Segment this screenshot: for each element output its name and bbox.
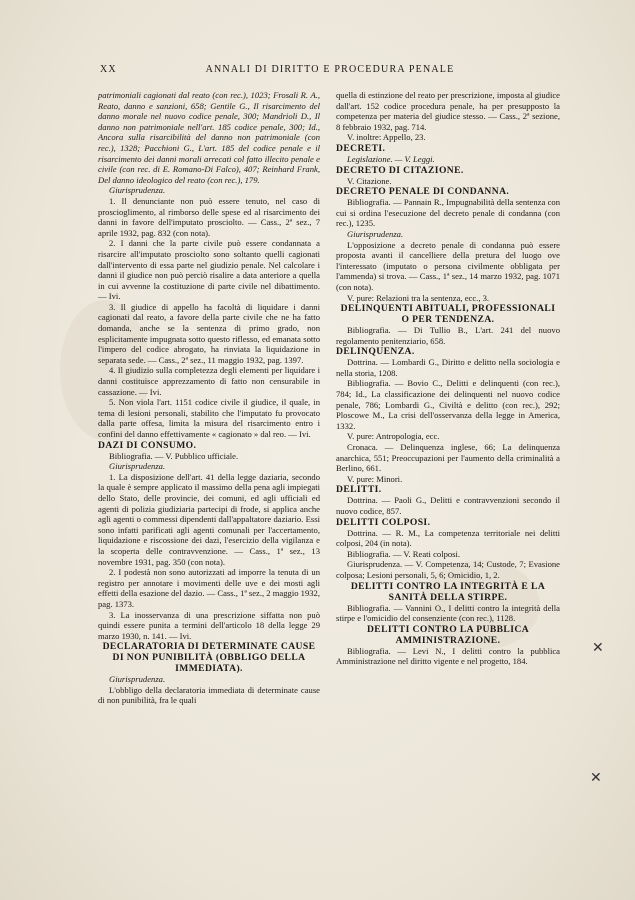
bibliography-entry: Bibliografia. — Levi N., I delitti contro la pubblica Amministrazione nel diritto vigente e nel progetto, 184. bbox=[336, 645, 560, 667]
paragraph: 3. La inosservanza di una prescrizione siffatta non può quindi essere punita a termini dell'articolo 18 della legge 29 marzo 1930, n. 141. — Ivi. bbox=[98, 609, 320, 641]
paragraph: L'obbligo della declaratoria immediata di determinate cause di non punibilità, fra le quali bbox=[98, 684, 320, 706]
section-heading: DECLARATORIA DI DETERMINATE CAUSE DI NON PUNIBILITÀ (OBBLIGO DELLA IMMEDIATA). bbox=[102, 641, 316, 675]
subsection-label: Giurisprudenza. bbox=[109, 185, 166, 196]
paragraph: quella di estinzione del reato per prescrizione, imposta al giudice dall'art. 152 codice procedura penale, ha per presupposto la competenza per materia del giudice stesso. — Cass., 2ª sezione, 8 febbraio 1932, pag. 714. bbox=[336, 90, 560, 132]
pencil-mark-icon: ✕ bbox=[592, 641, 604, 656]
legislation-entry: Legislazione. — V. Leggi. bbox=[347, 153, 435, 164]
section-heading: DELINQUENTI ABITUALI, PROFESSIONALI O PER TENDENZA. bbox=[340, 303, 556, 326]
cross-reference: V. inoltre: Appello, 23. bbox=[347, 132, 426, 143]
section-heading: DELITTI CONTRO LA PUBBLICA AMMINISTRAZIONE. bbox=[366, 623, 530, 646]
cross-reference: V. pure: Minori. bbox=[347, 473, 403, 484]
subsection-label: Giurisprudenza. bbox=[109, 674, 166, 685]
section-heading: DECRETI. bbox=[336, 142, 386, 154]
doctrine-entry: Dottrina. — Paoli G., Delitti e contravvenzioni secondo il nuovo codice, 857. bbox=[336, 495, 560, 516]
cross-reference: V. Citazione. bbox=[347, 175, 392, 186]
subsection-label: Giurisprudenza. bbox=[109, 461, 166, 472]
paragraph: 1. Il denunciante non può essere tenuto, nel caso di proscioglimento, al rimborso delle spese ed al risarcimento dei danni in favore dell'imputato prosciolto. — Cass., 2ª sez., 7 aprile 1932, pag. 832 (con nota). bbox=[98, 195, 320, 238]
paragraph: L'opposizione a decreto penale di condanna può essere proposta avanti il cancelliere della pretura del luogo ove l'interessato (imputato o persona civilmente obbligata per l'ammenda) si trova. — Cass., 1ª sez., 14 marzo 1932, pag. 1071 (con nota). bbox=[336, 239, 560, 292]
subsection-label: Giurisprudenza. bbox=[347, 228, 404, 239]
left-column bbox=[98, 90, 320, 706]
paragraph: 4. Il giudizio sulla completezza degli elementi per liquidare i danni costituisce apprezzamento di fatto non censurabile in cassazione. — Ivi. bbox=[98, 365, 320, 397]
bibliography-entry: Bibliografia. — Pannain R., Impugnabilità della sentenza con cui si ordina l'esecuzione del decreto penale di condanna (con rec.), 1235. bbox=[336, 197, 560, 229]
paragraph: 2. I podestà non sono autorizzati ad imporre la tenuta di un registro per annotare i movimenti delle uve e dei mosti agli effetti della esazione del dazio. — Cass., 1ª sez., 2 maggio 1932, pag. 1373. bbox=[98, 567, 321, 609]
section-heading: DECRETO PENALE DI CONDANNA. bbox=[336, 186, 510, 198]
bibliography-entry: Bibliografia. — Vannini O., I delitti contro la integrità della stirpe e l'omicidio del consenziente (con rec.), 1128. bbox=[336, 602, 560, 624]
section-heading: DAZI DI CONSUMO. bbox=[98, 439, 197, 451]
paragraph: patrimoniali cagionati dal reato (con rec.), 1023; Frosali R. A., Reato, danno e sanzioni, 658; Gentile G., Il risarcimento del danno morale nel nuovo codice penale, 300; Mandrioli D., Il danno non patrimoniale nell'art. 185 codice penale, 300; Id., Ancora sulla risarcibilità del danno non patrimoniale (con rec.), 1328; Pacchioni G., L'art. 185 del codice penale e il risarcimento dei danni morali arrecati col fatto illecito penale e civile (con rec. di E. Romano-Di Falco), 407; Reinhard Frank, Del danno ideologico del reato (con rec.), 179. bbox=[98, 90, 320, 185]
section-heading: DECRETO DI CITAZIONE. bbox=[336, 164, 464, 176]
running-header bbox=[100, 64, 560, 78]
page-number: XX bbox=[100, 64, 117, 75]
section-heading: DELITTI CONTRO LA INTEGRITÀ E LA SANITÀ DELLA STIRPE. bbox=[350, 580, 546, 603]
section-heading: DELINQUENZA. bbox=[336, 346, 415, 358]
right-column bbox=[336, 90, 560, 667]
bibliography-entry: Bibliografia. — V. Reati colposi. bbox=[347, 548, 461, 559]
paragraph: 1. La disposizione dell'art. 41 della legge daziaria, secondo la quale è sempre applicato il massimo della pena agli impiegati dello Stato, delle provincie, dei comuni, ed agli ufficiali ed agenti di polizia giudiziaria partecipi di frode, si applica anche agli agenti o commessi dipendenti dall'appaltatore daziario. Essi sono infatti parificati agli agenti comunali per l'accertamento, liquidazione e riscossione dei dazi, l'esercizio della vigilanza e la scoperta delle contravvenzione. — Cass., 1ª sez., 13 novembre 1931, pag. 350 (con nota). bbox=[98, 471, 320, 567]
bibliography-entry: Bibliografia. — Bovio C., Delitti e delinquenti (con rec.), 784; Id., La classificazione dei delinquenti nel nuovo codice penale, 786; Lombardi G., Civiltà e delitto (con rec.), 292; Ploscowe M., La crisi dell'osservanza della legge in America, 1332. bbox=[336, 378, 560, 431]
doctrine-entry: Dottrina. — R. M., La competenza territoriale nei delitti colposi, 204 (in nota). bbox=[336, 527, 560, 549]
journal-title: ANNALI DI DIRITTO E PROCEDURA PENALE bbox=[205, 64, 455, 75]
paragraph: 3. Il giudice di appello ha facoltà di liquidare i danni cagionati dal reato, a favore della parte civile che ne ha fatto domanda, anche se la sentenza di primo grado, non esplicitamente impugnata sotto questo riflesso, ed emanata sotto l'impero del codice abrogato, ha rinviata la liquidazione in separata sede. — Cass., 2ª sez., 11 maggio 1932, pag. 1397. bbox=[98, 301, 320, 365]
paragraph: 2. I danni che la parte civile può essere condannata a risarcire all'imputato prosciolto sono soltanto quelli cagionati dall'intervento di essa parte nel giudizio penale. Nel calcolare i danni il giudice non può perciò risalire a data anteriore a quella in cui avvenne la costituzione di parte civile nel dibattimento. — Ivi. bbox=[98, 238, 320, 302]
cross-reference: V. pure: Antropologia, ecc. bbox=[347, 431, 440, 442]
jurisprudence-entry: Giurisprudenza. — V. Competenza, 14; Custode, 7; Evasione colposa; Lesioni personali, 5, 6; Omicidio, 1, 2. bbox=[336, 559, 560, 580]
pencil-mark-icon: ✕ bbox=[590, 771, 602, 786]
section-heading: DELITTI COLPOSI. bbox=[336, 516, 431, 528]
doctrine-entry: Dottrina. — Lombardi G., Diritto e delitto nella sociologia e nella storia, 1208. bbox=[336, 357, 560, 378]
bibliography-entry: Bibliografia. — V. Pubblico ufficiale. bbox=[109, 450, 239, 461]
section-heading: DELITTI. bbox=[336, 484, 382, 496]
paragraph: 5. Non viola l'art. 1151 codice civile il giudice, il quale, in tema di lesioni personali, stabilito che l'imputato fu provocato dalla parte offesa, limita la misura del risarcimento entro i confini del danno effettivamente « cagionato » dal reo. — Ivi. bbox=[98, 397, 320, 439]
chronicle-entry: Cronaca. — Delinquenza inglese, 66; La delinquenza anarchica, 551; Preoccupazioni per l'aumento della criminalità a Berlino, 661. bbox=[336, 442, 560, 474]
cross-reference: V. pure: Relazioni tra la sentenza, ecc., 3. bbox=[347, 292, 490, 303]
bibliography-entry: Bibliografia. — Di Tullio B., L'art. 241 del nuovo regolamento penitenziario, 658. bbox=[336, 325, 560, 346]
